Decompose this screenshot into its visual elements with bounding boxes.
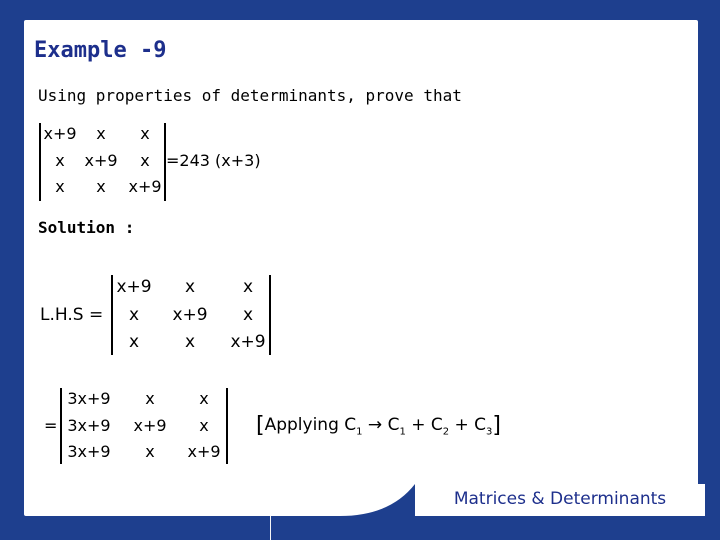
matrix-cell: x	[55, 177, 65, 196]
divider-line	[270, 516, 271, 540]
note-subscript: 1	[356, 426, 363, 438]
applying-note	[256, 413, 501, 438]
matrix-cell: x+9	[133, 416, 167, 435]
matrix-cell: x	[242, 305, 254, 325]
matrix-cell: x+9	[116, 277, 152, 297]
intro-text: Using properties of determinants, prove that	[38, 86, 462, 105]
note-plus: + C	[405, 415, 443, 435]
matrix-cell: x	[140, 151, 150, 170]
equals-sign: =	[44, 416, 58, 435]
matrix-cell: 3x+9	[67, 442, 111, 461]
note-subscript: 3	[486, 426, 493, 438]
matrix-cell: x	[184, 332, 196, 352]
matrix-cell: x	[242, 277, 254, 297]
footer-label: Matrices & Determinants	[453, 489, 667, 509]
note-open-bracket: [	[256, 413, 265, 438]
matrix-cell: x+9	[128, 177, 162, 196]
footer-tab	[415, 484, 705, 516]
matrix-cell: 3x+9	[67, 416, 111, 435]
matrix-cell: x	[140, 124, 150, 143]
slide-title: Example -9	[34, 38, 167, 63]
note-text: Applying C	[264, 415, 357, 435]
lhs-label: L.H.S =	[40, 305, 104, 325]
matrix-cell: x	[184, 277, 196, 297]
determinant-right-bar	[226, 388, 228, 464]
note-arrow: → C	[362, 415, 400, 435]
matrix-cell: x	[96, 177, 106, 196]
matrix-cell: x	[145, 389, 155, 408]
matrix-cell: x+9	[187, 442, 221, 461]
matrix-cell: 3x+9	[67, 389, 111, 408]
matrix-cell: x+9	[172, 305, 208, 325]
rhs-expression: =243 (x+3)	[166, 151, 261, 170]
problem-determinant	[38, 120, 278, 202]
matrix-cell: x	[128, 332, 140, 352]
step1-determinant	[40, 273, 280, 357]
solution-label: Solution :	[38, 218, 135, 237]
step2-determinant	[44, 386, 514, 466]
note-plus: + C	[449, 415, 487, 435]
matrix-cell: x	[199, 416, 209, 435]
matrix-cell: x	[145, 442, 155, 461]
matrix-cell: x	[128, 305, 140, 325]
note-subscript: 2	[442, 426, 450, 438]
note-close-bracket: ]	[492, 413, 502, 438]
matrix-cell: x+9	[230, 332, 266, 352]
matrix-cell: x	[199, 389, 209, 408]
matrix-cell: x	[55, 151, 65, 170]
matrix-cell: x+9	[84, 151, 118, 170]
note-subscript: 1	[399, 426, 406, 438]
matrix-cell: x	[96, 124, 106, 143]
matrix-cell: x+9	[43, 124, 77, 143]
